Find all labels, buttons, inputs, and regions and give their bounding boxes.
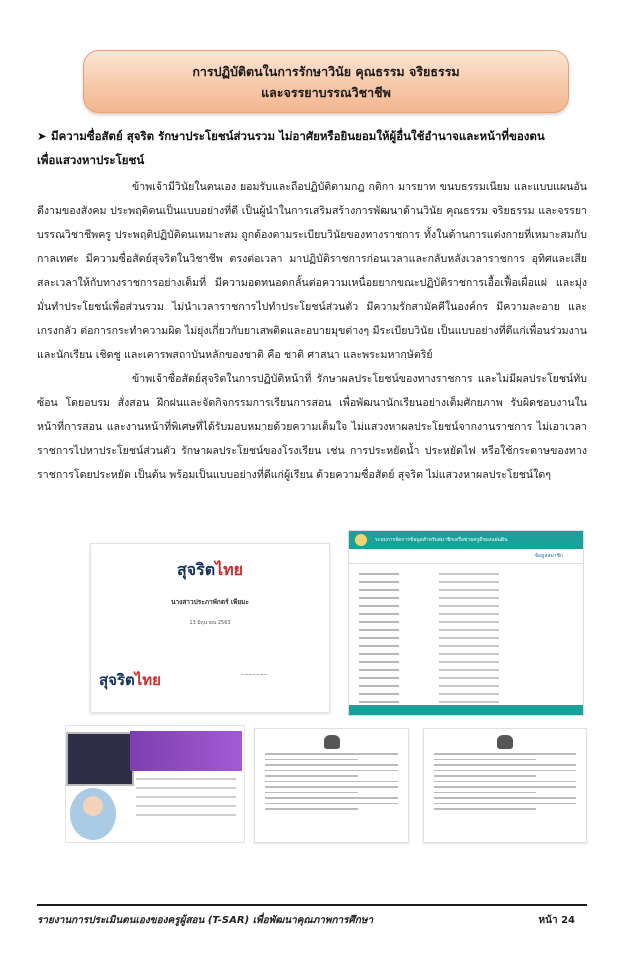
document-line <box>265 792 358 794</box>
certificate-logo-bottom-accent: ไทย <box>134 671 161 689</box>
document-line <box>265 770 398 772</box>
document-line <box>434 753 576 755</box>
paragraph-discipline: ข้าพเจ้ามีวินัยในตนเอง ยอมรับและถือปฏิบัติตามกฎ กติกา มารยาท ขนบธรรมเนียม และแบบแผนอันดีงามของสังคม ประพฤติตนเป็นแบบอย่างที่ดี เป็นผู้นำในการเสริมสร้างการพัฒนาด้านวินัย คุณธรรม จริยธรรม และจรรยาบรรณวิชาชีพครู ประพฤติปฏิบัติตนเหมาะสม ถูกต้องตามระเบียบวินัยของทางราชการ ทั้งในด้านการแต่งกายที่เหมาะสมกับกาลเทศะ มีความซื่อสัตย์สุจริตในวิชาชีพ ตรงต่อเวลา มาปฏิบัติราชการก่อนเวลาและกลับหลังเวลาราชการ อุทิศและเสียสละเวลาให้กับทางราชการอย่างเต็มที่ มีความอดทนอดกลั้นต่อความเหนื่อยยากขณะปฏิบัติราชการเอื้อเฟื้อเผื่อแผ่ และมุ่งมั่นทำประโยชน์เพื่อส่วนรวม ไม่นำเวลาราชการไปทำประโยชน์ส่วนตัว มีความรักสามัคคีในองค์กร มีความละอาย และเกรงกลัว ต่อการกระทำความผิด ไม่ยุ่งเกี่ยวกับยาเสพติดและอบายมุขต่างๆ มีระเบียบวินัย เป็นแบบอย่างที่ดีแก่เพื่อนร่วมงาน และนักเรียน เชิดชู และเคารพสถาบันหลักของชาติ คือ ชาติ ศาสนา และพระมหากษัตริย์ <box>37 181 587 361</box>
profile-text-line <box>136 814 236 816</box>
topic-heading-line2: เพื่อแสวงหาประโยชน์ <box>37 153 145 167</box>
document-line <box>434 781 576 783</box>
teacher-profile-collage-image <box>65 725 245 843</box>
form-row <box>359 610 573 617</box>
certificate-logo-bottom-main: สุจริต <box>99 671 135 689</box>
document-line <box>434 764 576 766</box>
footer-divider <box>37 904 587 906</box>
topic-heading <box>37 124 587 172</box>
seal-icon <box>355 534 367 546</box>
form-row <box>359 674 573 681</box>
form-row <box>359 578 573 585</box>
official-order-document-2 <box>423 728 587 843</box>
garuda-emblem-icon <box>324 735 340 749</box>
profile-text-line <box>136 778 236 780</box>
profile-banner <box>130 731 242 771</box>
paragraph-honesty: ข้าพเจ้าซื่อสัตย์สุจริตในการปฏิบัติหน้าที่ รักษาผลประโยชน์ของทางราชการ และไม่มีผลประโยชน์ทับซ้อน โดยอบรม สั่งสอน ฝึกฝนและจัดกิจกรรมการเรียนการสอน เพื่อพัฒนานักเรียนอย่างเต็มศักยภาพ รับผิดชอบงานในหน้าที่การสอน และงานหน้าที่พิเศษที่ได้รับมอบหมายด้วยความเต็มใจ ไม่แสวงหาผลประโยชน์จากงานราชการ ไม่เอาเวลาราชการไปหาประโยชน์ส่วนตัว รักษาผลประโยชน์ของโรงเรียน เช่น การประหยัดน้ำ ประหยัดไฟ หรือใช้กระดาษของทางราชการโดยประหยัด เป็นต้น พร้อมเป็นแบบอย่างที่ดีแก่ผู้เรียน ด้วยความซื่อสัตย์ สุจริต ไม่แสวงหาผลประโยชน์ใดๆ <box>37 373 587 481</box>
document-line <box>265 775 358 777</box>
sujarit-thai-certificate-image <box>90 543 330 713</box>
topic-heading-line1: มีความซื่อสัตย์ สุจริต รักษาประโยชน์ส่วนรวม ไม่อาศัยหรือยินยอมให้ผู้อื่นใช้อำนาจและหน้าที่ของตน <box>51 129 545 143</box>
form-row <box>359 618 573 625</box>
document-line <box>265 786 398 788</box>
document-line <box>434 770 576 772</box>
profile-text-line <box>136 805 236 807</box>
certificate-recipient-name: นางสาวประภาพักตร์ เพียมะ <box>171 598 249 606</box>
document-line <box>434 803 576 805</box>
form-row <box>359 626 573 633</box>
certificate-signature: ~~~~~~~ <box>240 673 268 678</box>
page-footer <box>37 913 587 928</box>
section-title-line2: และจรรยาบรรณวิชาชีพ <box>261 85 391 100</box>
official-order-document-1 <box>254 728 409 843</box>
form-row <box>359 690 573 697</box>
arrow-bullet-icon: ➤ <box>37 129 47 143</box>
teacher-photo <box>70 788 116 840</box>
section-title-box <box>83 50 569 113</box>
certificate-logo <box>91 558 329 583</box>
certificate-date: 13 มิถุนายน 2563 <box>189 620 231 626</box>
footer-report-title: รายงานการประเมินตนเองของครูผู้สอน (T-SAR) เพื่อพัฒนาคุณภาพการศึกษา <box>37 915 374 926</box>
form-footer-bar <box>349 705 583 715</box>
document-line <box>434 797 576 799</box>
form-row <box>359 650 573 657</box>
form-row <box>359 658 573 665</box>
tv-screen-image <box>66 732 134 786</box>
form-rows <box>349 564 583 716</box>
certificate-logo-bottom <box>99 668 161 692</box>
page-number: หน้า 24 <box>538 915 575 926</box>
document-line <box>434 759 536 761</box>
document-line <box>265 808 358 810</box>
form-row <box>359 666 573 673</box>
document-line <box>434 792 536 794</box>
document-line <box>265 764 398 766</box>
document-line <box>434 808 536 810</box>
form-row <box>359 602 573 609</box>
form-row <box>359 634 573 641</box>
document-line <box>265 803 398 805</box>
document-line <box>265 797 398 799</box>
section-title-line1: การปฏิบัติตนในการรักษาวินัย คุณธรรม จริยธรรม <box>192 64 460 79</box>
profile-text-lines <box>136 778 236 823</box>
form-row <box>359 586 573 593</box>
certificate-text-line <box>91 586 329 593</box>
form-row <box>359 642 573 649</box>
profile-text-line <box>136 787 236 789</box>
form-header-text: ระบบการจัดการข้อมูลสำหรับสมาชิกเครือข่ายครูดีของแผ่นดิน <box>375 537 508 543</box>
form-row <box>359 682 573 689</box>
document-line <box>265 759 358 761</box>
document-line <box>434 775 536 777</box>
certificate-logo-accent: ไทย <box>215 560 244 579</box>
profile-text-line <box>136 796 236 798</box>
member-registration-screenshot <box>348 530 584 716</box>
certificate-text-line <box>91 610 329 617</box>
garuda-emblem-icon <box>497 735 513 749</box>
certificate-logo-main: สุจริต <box>176 560 216 579</box>
form-row <box>359 594 573 601</box>
form-row <box>359 570 573 577</box>
form-header-bar <box>349 531 583 549</box>
document-line <box>265 781 398 783</box>
document-line <box>434 786 576 788</box>
document-line <box>265 753 398 755</box>
form-subheader: ข้อมูลสมาชิก <box>349 549 583 564</box>
form-row <box>359 698 573 705</box>
